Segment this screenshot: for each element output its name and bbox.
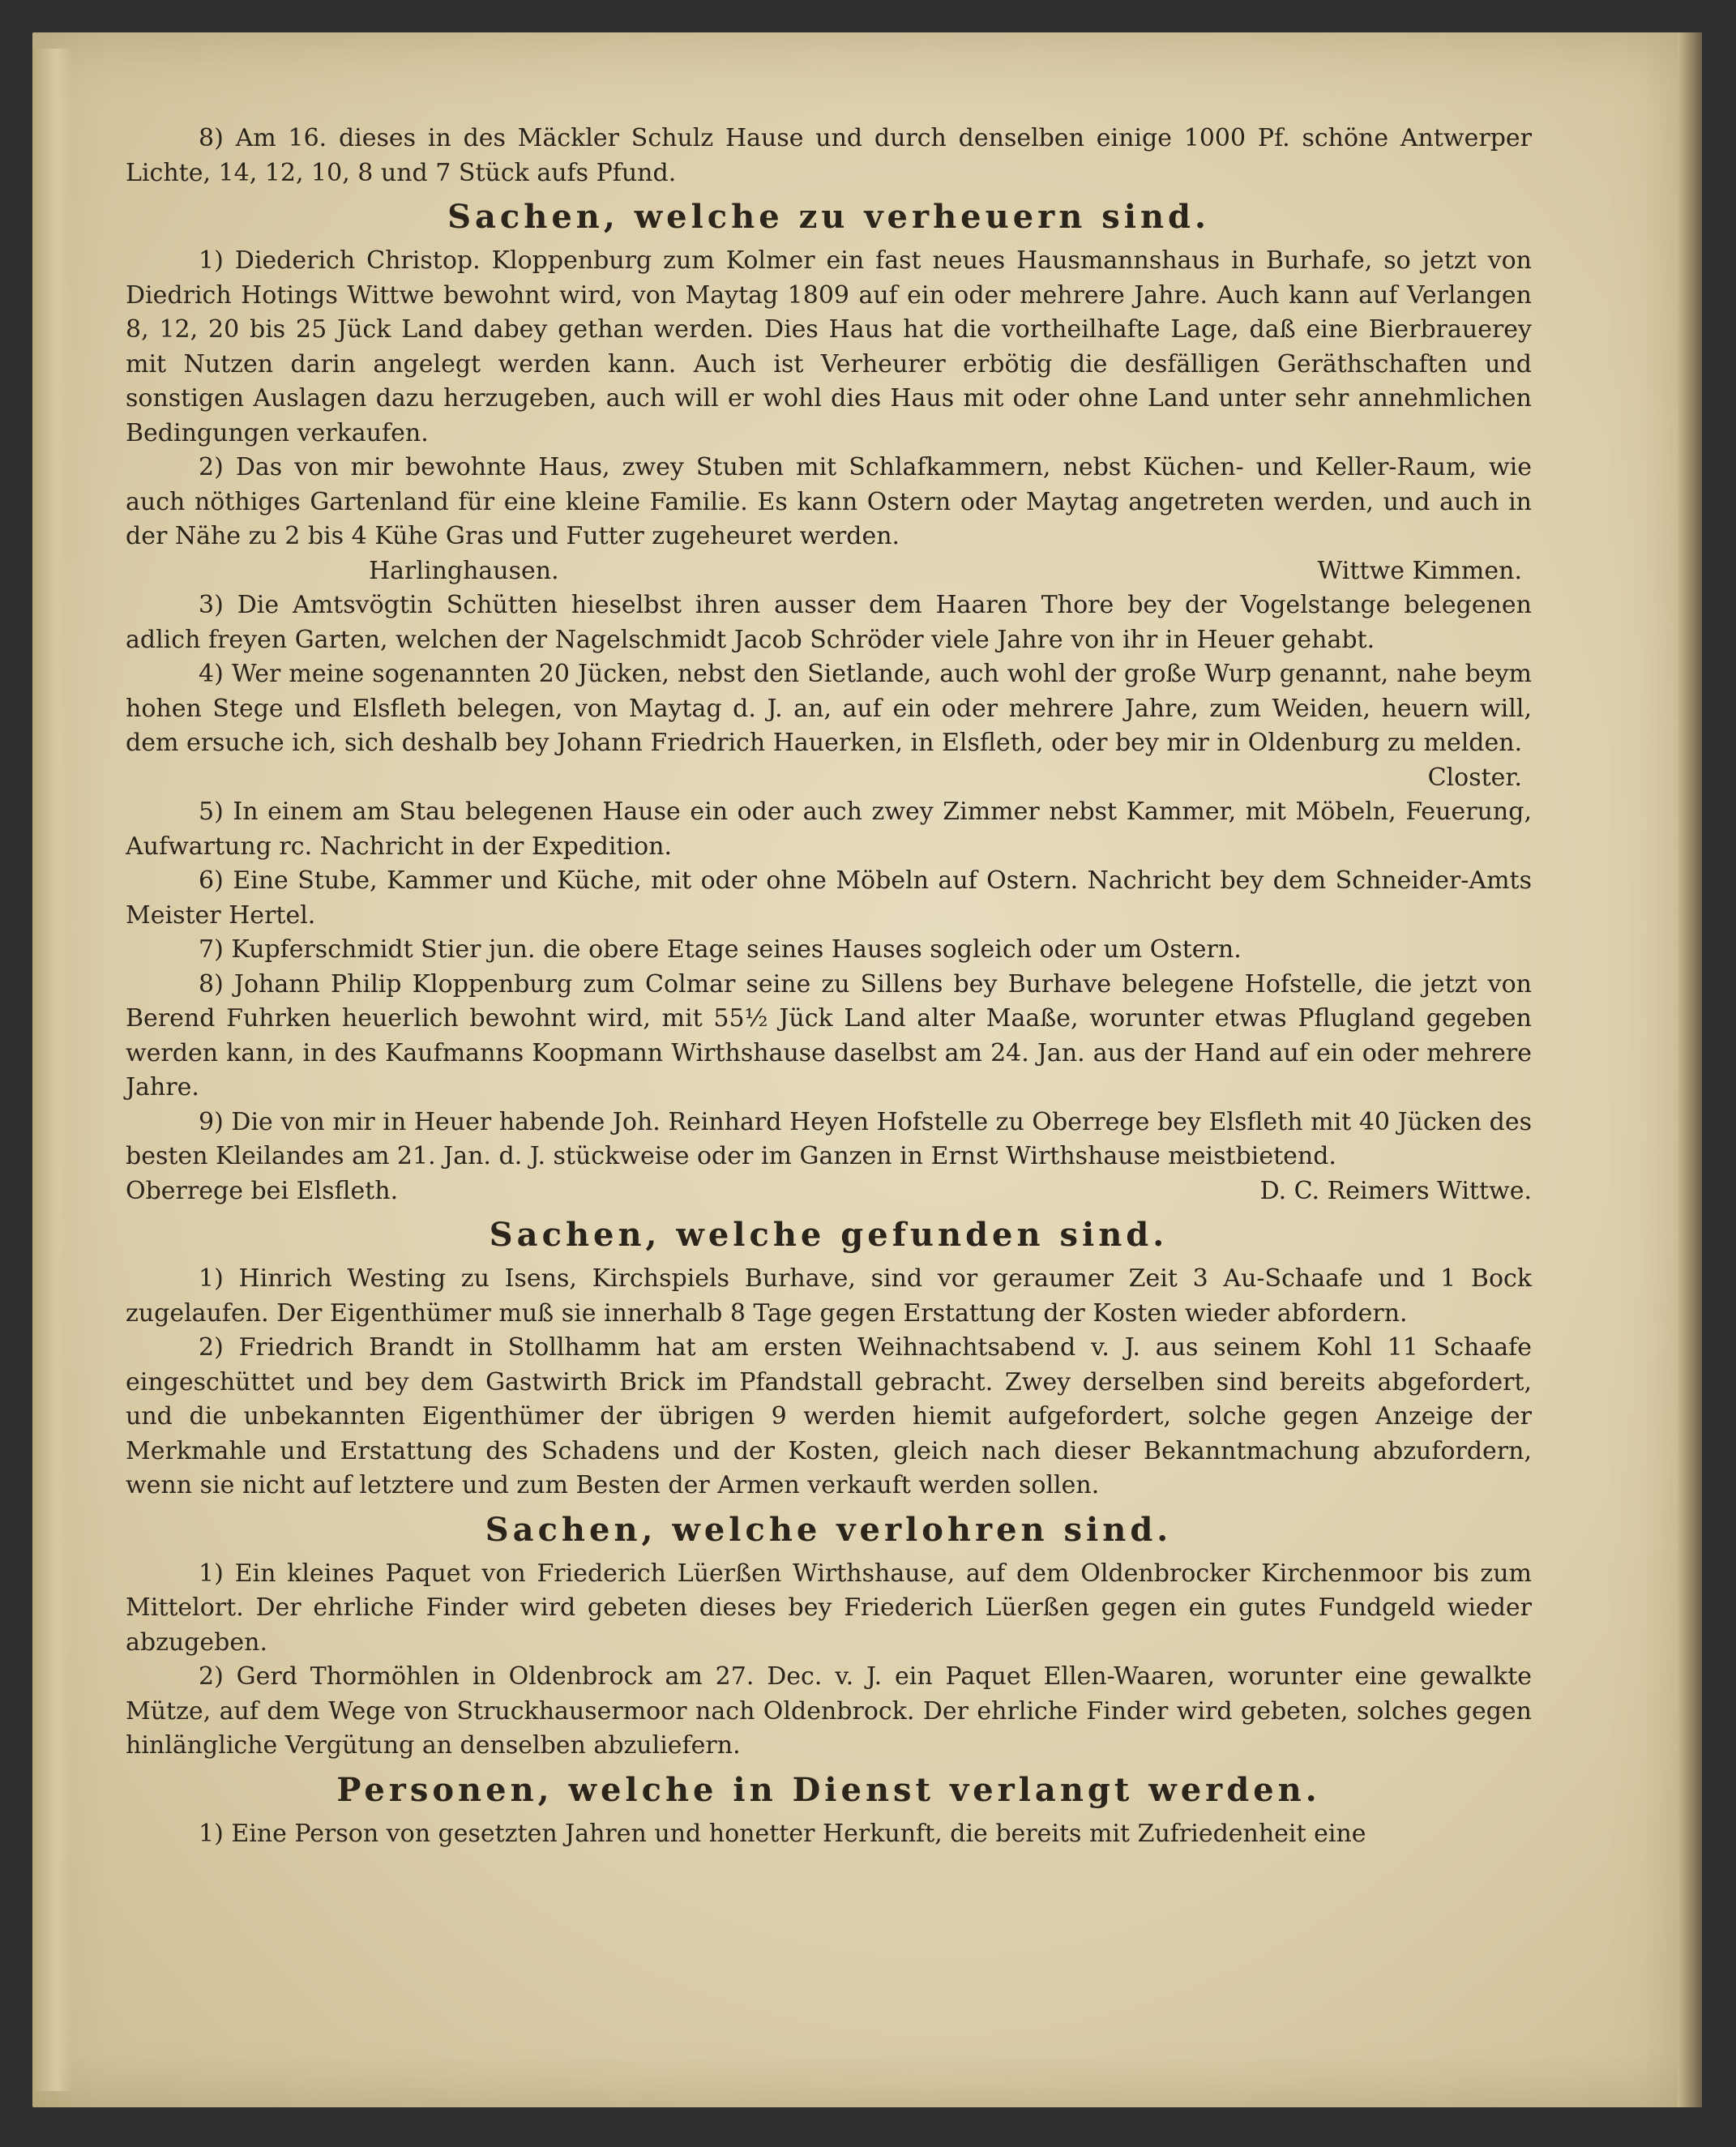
lost-entry-1: 1) Ein kleines Paquet von Friederich Lüerßen Wirthshause, auf dem Oldenbrocker Kirchenmoor bis zum Mittelort. Der ehrliche Finder wird gebeten dieses bey Friederich Lüerßen gegen ein gutes Fundgeld wieder abzugeben. <box>126 1559 1532 1657</box>
rent-entry-2-signature-line <box>126 554 1532 589</box>
entry-top-8: 8) Am 16. dieses in des Mäckler Schulz Hause und durch denselben einige 1000 Pf. schöne Antwerper Lichte, 14, 12, 10, 8 und 7 Stück aufs Pfund. <box>126 124 1532 187</box>
binding-edge <box>32 49 73 2091</box>
rent-entry-4-signature-line <box>126 761 1532 796</box>
signature: D. C. Reimers Wittwe. <box>1259 1176 1532 1205</box>
service-entry-1: 1) Eine Person von gesetzten Jahren und honetter Herkunft, die bereits mit Zufriedenheit eine <box>199 1819 1366 1848</box>
lost-entry-2: 2) Gerd Thormöhlen in Oldenbrock am 27. Dec. v. J. ein Paquet Ellen-Waaren, worunter eine gewalkte Mütze, auf dem Wege von Struckhausermoor nach Oldenbrock. Der ehrliche Finder wird gebeten, solches gegen hinlängliche Vergütung an denselben abzuliefern. <box>126 1662 1532 1760</box>
rent-entry-7: 7) Kupferschmidt Stier jun. die obere Etage seines Hauses sogleich oder um Ostern. <box>199 935 1242 964</box>
signature: Closter. <box>1427 763 1522 792</box>
rent-entry-3: 3) Die Amtsvögtin Schütten hieselbst ihren ausser dem Haaren Thore bey der Vogelstange belegenen adlich freyen Garten, welchen der Nagelschmidt Jacob Schröder viele Jahre von ihr in Heuer gehabt. <box>126 591 1532 654</box>
heading-to-rent: Sachen, welche zu verheuern sind. <box>447 198 1210 236</box>
heading-lost: Sachen, welche verlohren sind. <box>485 1510 1173 1549</box>
place-name: Oberrege bei Elsfleth. <box>126 1176 399 1205</box>
heading-service-wanted: Personen, welche in Dienst verlangt werden. <box>336 1770 1321 1809</box>
rent-entry-4: 4) Wer meine sogenannten 20 Jücken, nebst den Sietlande, auch wohl der große Wurp genannt, nahe beym hohen Stege und Elsfleth belegen, von Maytag d. J. an, auf ein oder mehrere Jahre, zum Weiden, heuern will, dem ersuche ich, sich deshalb bey Johann Friedrich Hauerken, in Elsfleth, oder bey mir in Oldenburg zu melden. <box>126 660 1532 757</box>
heading-found: Sachen, welche gefunden sind. <box>489 1216 1169 1254</box>
page-text <box>126 122 1532 1851</box>
rent-entry-2: 2) Das von mir bewohnte Haus, zwey Stuben mit Schlafkammern, nebst Küchen- und Keller-Raum, wie auch nöthiges Gartenland für eine kleine Familie. Es kann Ostern oder Maytag angetreten werden, und auch in der Nähe zu 2 bis 4 Kühe Gras und Futter zugeheuret werden. <box>126 453 1532 550</box>
rent-entry-5: 5) In einem am Stau belegenen Hause ein oder auch zwey Zimmer nebst Kammer, mit Möbeln, Feuerung, Aufwartung rc. Nachricht in der Expedition. <box>126 798 1532 861</box>
rent-entry-9: 9) Die von mir in Heuer habende Joh. Reinhard Heyen Hofstelle zu Oberrege bey Elsfleth mit 40 Jücken des besten Kleilandes am 21. Jan. d. J. stückweise oder im Ganzen in Ernst Wirthshause meistbietend. <box>126 1107 1532 1170</box>
rent-entry-9-signature-line <box>126 1174 1532 1209</box>
place-name: Harlinghausen. <box>369 556 559 585</box>
signature: Wittwe Kimmen. <box>1317 556 1522 585</box>
found-entry-1: 1) Hinrich Westing zu Isens, Kirchspiels Burhave, sind vor geraumer Zeit 3 Au-Schaafe und 1 Bock zugelaufen. Der Eigenthümer muß sie innerhalb 8 Tage gegen Erstattung der Kosten wieder abfordern. <box>126 1264 1532 1328</box>
page-edge-shadow <box>1678 32 1702 2107</box>
rent-entry-8: 8) Johann Philip Kloppenburg zum Colmar seine zu Sillens bey Burhave belegene Hofstelle, die jetzt von Berend Fuhrken heuerlich bewohnt wird, mit 55½ Jück Land alter Maaße, worunter etwas Pflugland gegeben werden kann, in des Kaufmanns Koopmann Wirthshause daselbst am 24. Jan. aus der Hand auf ein oder mehrere Jahre. <box>126 969 1532 1101</box>
rent-entry-1: 1) Diederich Christop. Kloppenburg zum Kolmer ein fast neues Hausmannshaus in Burhafe, so jetzt von Diedrich Hotings Wittwe bewohnt wird, von Maytag 1809 auf ein oder mehrere Jahre. Auch kann auf Verlangen 8, 12, 20 bis 25 Jück Land dabey gethan werden. Dies Haus hat die vortheilhafte Lage, daß eine Bierbrauerey mit Nutzen darin angelegt werden kann. Auch ist Verheurer erbötig die desfälligen Geräthschaften und sonstigen Auslagen dazu herzugeben, auch will er wohl dies Haus mit oder ohne Land unter sehr annehmlichen Bedingungen verkaufen. <box>126 246 1532 447</box>
rent-entry-6: 6) Eine Stube, Kammer und Küche, mit oder ohne Möbeln auf Ostern. Nachricht bey dem Schneider-Amts Meister Hertel. <box>126 866 1532 930</box>
found-entry-2: 2) Friedrich Brandt in Stollhamm hat am ersten Weihnachtsabend v. J. aus seinem Kohl 11 Schaafe eingeschüttet und bey dem Gastwirth Brick im Pfandstall gebracht. Zwey derselben sind bereits abgefordert, und die unbekannten Eigenthümer der übrigen 9 werden hiemit aufgefordert, solche gegen Anzeige der Merkmahle und Erstattung des Schadens und der Kosten, gleich nach dieser Bekanntmachung abzufordern, wenn sie nicht auf letztere und zum Besten der Armen verkauft werden sollen. <box>126 1333 1532 1499</box>
